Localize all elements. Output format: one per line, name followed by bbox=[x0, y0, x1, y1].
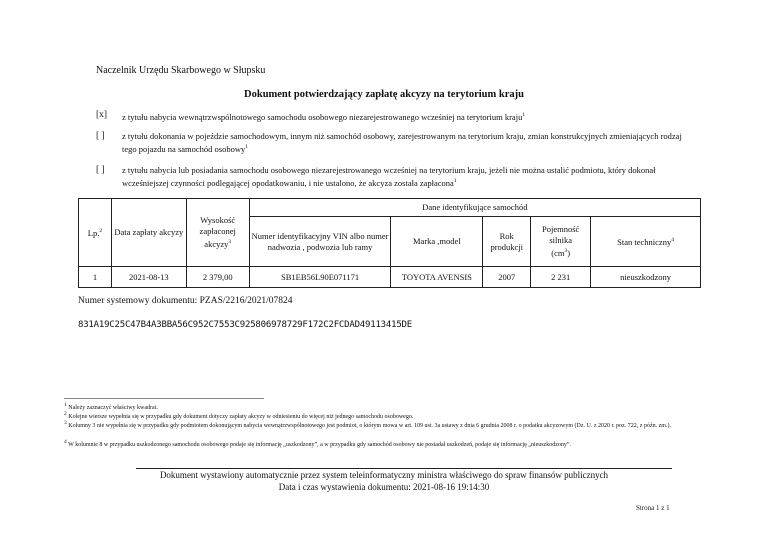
header-vehicle-group: Dane identyfikujące samochód bbox=[249, 199, 700, 217]
document-hash: 831A19C25C47B4A3BBA56C952C7553C925806978729F172C2FCDAD49113415DE bbox=[78, 320, 412, 330]
cell-year: 2007 bbox=[483, 267, 531, 288]
footnote: $^3$ Kolumny 3 nie wypełnia się w przypadku gdy podmiotem dokonującym nabycia wewnątrzwspólnotowego jest podmiot, o którym mowa w art. 109 ust. 3a ustawy z dnia 6 grudnia 2008 r. o podatku akcyzowym (Dz. U. z 2020 r. poz. 722, z późn. zm.). bbox=[64, 420, 671, 429]
cell-lp: 1 bbox=[79, 267, 112, 288]
table-row bbox=[79, 267, 701, 288]
document-title: Dokument potwierdzający zapłatę akcyzy na terytorium kraju bbox=[244, 89, 524, 100]
cell-date: 2021-08-13 bbox=[111, 267, 186, 288]
option-row bbox=[96, 165, 696, 189]
issuer-name: Naczelnik Urzędu Skarbowego w Słupsku bbox=[96, 65, 266, 76]
footnote: $^1$ Należy zaznaczyć właściwy kwadrat. bbox=[64, 402, 158, 411]
cell-capacity: 2 231 bbox=[531, 267, 591, 288]
option-text: z tytułu dokonania w pojeździe samochodowym, innym niż samochód osobowy, zarejestrowanym na terytorium kraju, zmian konstrukcyjnych zmieniających rodzaj tego pojazdu na samochód osobowy bbox=[122, 131, 682, 154]
cell-amount: 2 379,00 bbox=[186, 267, 249, 288]
header-vin: Numer identyfikacyjny VIN albo numer nadwozia , podwozia lub ramy bbox=[249, 217, 391, 267]
cell-vin: SB1EB56L90E071171 bbox=[249, 267, 391, 288]
footnote-ref: 1 bbox=[245, 144, 248, 150]
option-checkbox[interactable]: [ ] bbox=[96, 131, 105, 141]
footnote: $^2$ Kolejne wiersze wypełnia się w przypadku gdy dokument dotyczy zapłaty akcyzy w odniesieniu do więcej niż jednego samochodu osobowego. bbox=[64, 411, 414, 420]
footnote-ref: 1 bbox=[453, 178, 457, 184]
option-text: z tytułu nabycia wewnątrzwspólnotowego samochodu osobowego niezarejestrowanego wcześniej na terytorium kraju bbox=[122, 111, 523, 122]
option-row bbox=[96, 131, 696, 155]
footer-datetime: Data i czas wystawienia dokumentu: 2021-08-16 19:14:30 bbox=[278, 482, 490, 492]
system-number: Numer systemowy dokumentu: PZAS/2216/2021/07824 bbox=[78, 296, 293, 306]
header-engine-capacity: Pojemność silnika $(cm^3)$ bbox=[531, 217, 591, 267]
header-technical-state: Stan techniczny$^4$ bbox=[591, 217, 701, 267]
footnote: $^4$ W kolumnie 8 w przypadku uszkodzonego samochodu osobowego podaje się informację „uszkodzony”, a w przypadku gdy samochód osobowy nie posiadał uszkodzeń, podaje się informację „nieuszkodzony”. bbox=[64, 439, 572, 448]
footer-issuer-line: Dokument wystawiony automatycznie przez system teleinformatyczny ministra właściwego do spraw finansów publicznych bbox=[159, 470, 609, 480]
footnote-ref: 1 bbox=[522, 112, 526, 118]
header-lp: Lp.$^2$ bbox=[79, 199, 112, 267]
cell-make-model: TOYOTA AVENSIS bbox=[391, 267, 483, 288]
footnote-divider bbox=[64, 398, 264, 399]
header-production-year: Rok produkcji bbox=[483, 217, 531, 267]
header-make-model: Marka ,model bbox=[391, 217, 483, 267]
vehicle-table bbox=[78, 198, 701, 288]
option-checkbox[interactable]: [x] bbox=[96, 110, 108, 120]
header-payment-date: Data zapłaty akcyzy bbox=[111, 199, 186, 267]
page-number: Strona 1 z 1 bbox=[636, 504, 670, 512]
footer-divider bbox=[136, 468, 672, 469]
option-text: z tytułu nabycia lub posiadania samochodu osobowego niezarejestrowanego wcześniej na terytorium kraju, jeżeli nie można ustalić podmiotu, który dokonał wcześniejszej czynności podlegającej opodatkowaniu, i nie ustalono, że akcyza została zapłacona bbox=[122, 165, 656, 188]
option-checkbox[interactable]: [ ] bbox=[96, 165, 105, 175]
option-row bbox=[96, 110, 696, 123]
cell-state: nieuszkodzony bbox=[591, 267, 701, 288]
header-excise-amount: Wysokość zapłaconej akcyzy$^3$ bbox=[186, 199, 249, 267]
